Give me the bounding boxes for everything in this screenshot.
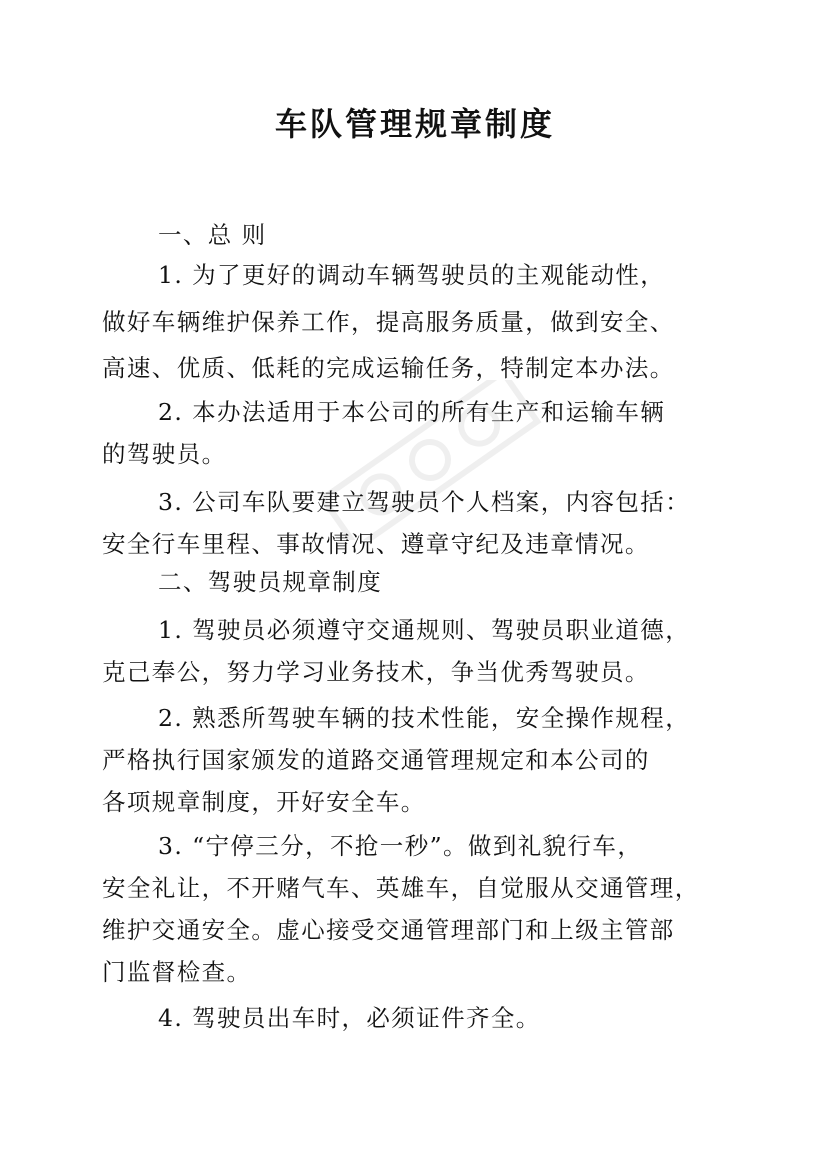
paragraph-line: 2. 本办法适用于本公司的所有生产和运输车辆	[158, 398, 666, 426]
paragraph-line: 的驾驶员。	[102, 440, 227, 468]
section-heading-general: 一、总 则	[158, 221, 267, 249]
paragraph-line: 2. 熟悉所驾驶车辆的技术性能，安全操作规程，	[158, 704, 691, 732]
document-title: 车队管理规章制度	[274, 105, 555, 143]
paragraph-line: 4. 驾驶员出车时，必须证件齐全。	[158, 1004, 541, 1032]
paragraph-line: 1. 为了更好的调动车辆驾驶员的主观能动性，	[158, 261, 666, 289]
paragraph-line: 克己奉公，努力学习业务技术，争当优秀驾驶员。	[102, 658, 650, 686]
paragraph-line: 3. 公司车队要建立驾驶员个人档案，内容包括：	[158, 488, 691, 516]
paragraph-line: 1. 驾驶员必须遵守交通规则、驾驶员职业道德，	[158, 616, 691, 644]
paragraph-line: 3. “宁停三分，不抢一秒”。做到礼貌行车，	[158, 832, 643, 860]
paragraph-line: 各项规章制度，开好安全车。	[102, 788, 426, 816]
section-heading-driver-rules: 二、驾驶员规章制度	[158, 568, 383, 596]
paragraph-line: 安全礼让，不开赌气车、英雄车，自觉服从交通管理，	[102, 874, 700, 902]
paragraph-line: 安全行车里程、事故情况、遵章守纪及违章情况。	[102, 530, 650, 558]
paragraph-line: 做好车辆维护保养工作，提高服务质量，做到安全、	[102, 308, 675, 336]
paragraph-line: 高速、优质、低耗的完成运输任务，特制定本办法。	[102, 354, 675, 382]
paragraph-line: 维护交通安全。虚心接受交通管理部门和上级主管部	[102, 916, 675, 944]
paragraph-line: 门监督检查。	[102, 958, 252, 986]
paragraph-line: 严格执行国家颁发的道路交通管理规定和本公司的	[102, 746, 650, 774]
